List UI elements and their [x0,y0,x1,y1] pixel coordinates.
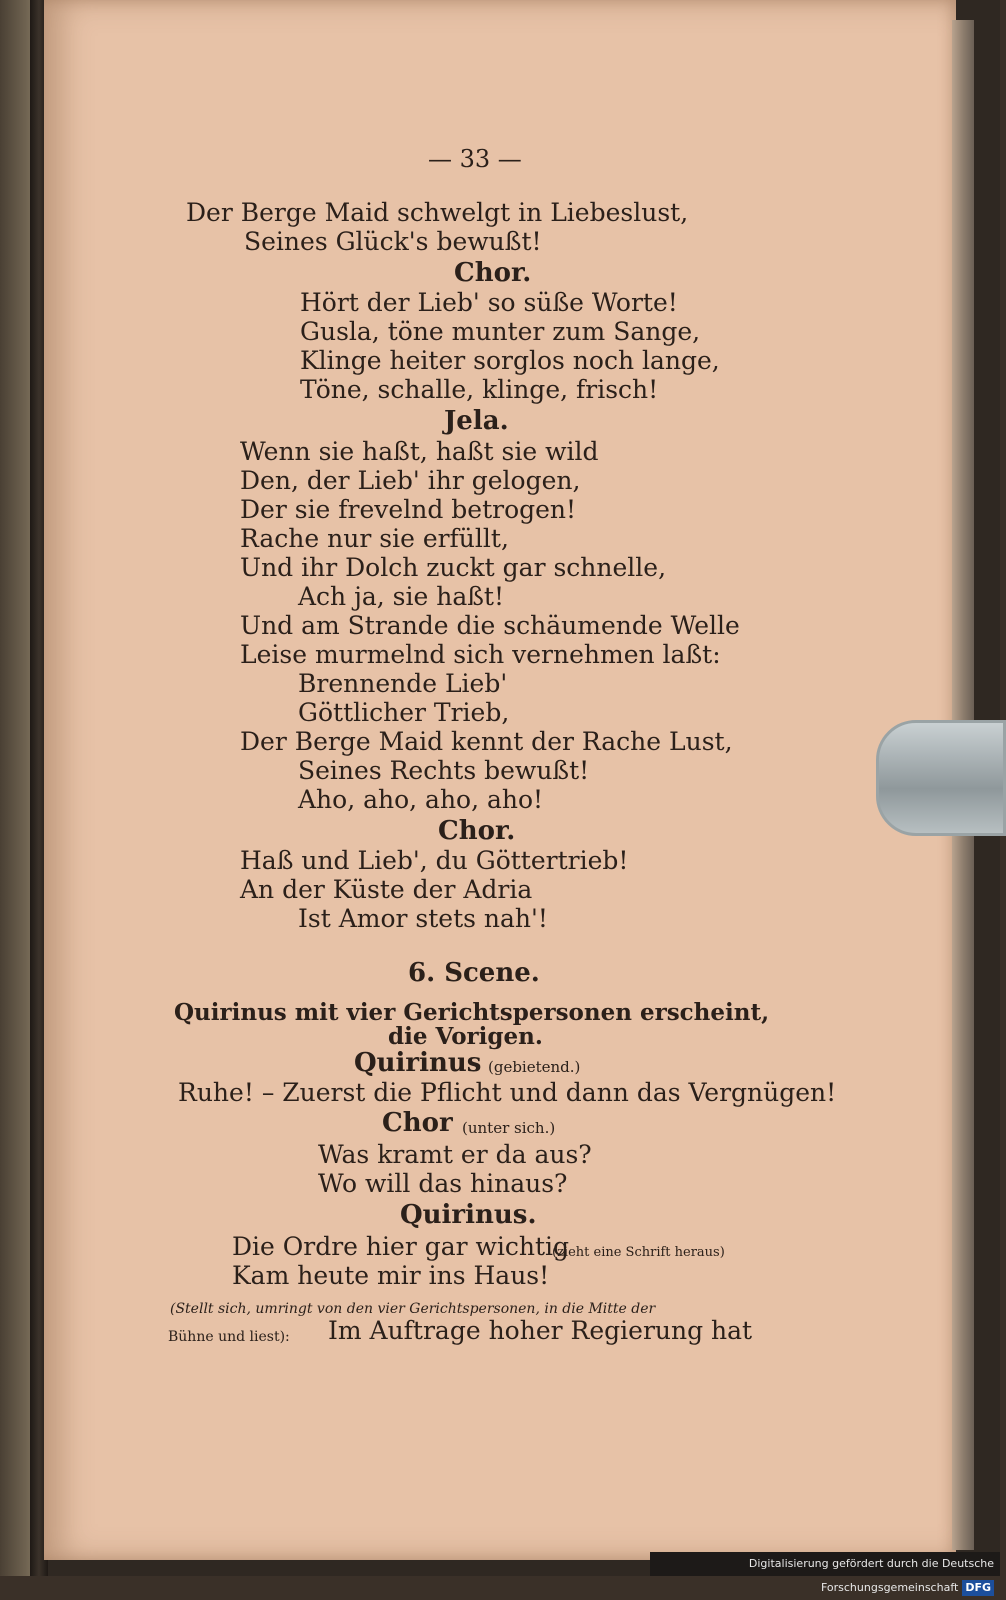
stage-direction: (Stellt sich, umringt von den vier Gerichtspersonen, in die Mitte der [170,1301,656,1317]
stage-direction-heading: Quirinus mit vier Gerichtspersonen erscheint, [174,999,770,1026]
stage-direction: (gebietend.) [488,1058,581,1076]
verse-line: Brennende Lieb' [298,669,508,698]
speaker-heading: Jela. [444,406,509,436]
book-page [44,0,956,1560]
speaker-heading: Chor. [454,258,532,288]
verse-line: Leise murmelnd sich vernehmen laßt: [240,640,721,669]
verse-line: Kam heute mir ins Haus! [232,1261,550,1290]
verse-line: Rache nur sie erfüllt, [240,524,509,553]
verse-line: Göttlicher Trieb, [298,698,510,727]
verse-line: Was kramt er da aus? [318,1140,592,1169]
verse-line: Im Auftrage hoher Regierung hat [328,1316,753,1345]
speaker-heading: Quirinus. [400,1200,537,1230]
verse-line: Aho, aho, aho, aho! [298,785,544,814]
stage-direction-heading: die Vorigen. [388,1023,543,1050]
verse-line: An der Küste der Adria [240,875,533,904]
verse-line: Und ihr Dolch zuckt gar schnelle, [240,553,667,582]
verse-line: Und am Strande die schäumende Welle [240,611,740,640]
page-number: — 33 — [428,145,522,173]
dfg-logo: DFG [962,1580,994,1596]
verse-line: Seines Glück's bewußt! [244,227,542,256]
verse-line: Wenn sie haßt, haßt sie wild [240,437,599,466]
verse-line: Haß und Lieb', du Göttertrieb! [240,846,629,875]
speaker-heading: Chor. [438,816,516,846]
verse-line: Ruhe! – Zuerst die Pflicht und dann das Vergnügen! [178,1078,837,1107]
stage-direction: Bühne und liest): [168,1329,290,1345]
verse-line: Der Berge Maid schwelgt in Liebeslust, [186,198,689,227]
verse-line: Den, der Lieb' ihr gelogen, [240,466,581,495]
metal-page-clip [876,720,1006,836]
footer-text: Digitalisierung gefördert durch die Deutsche Forschungsgemeinschaft [748,1557,994,1594]
verse-line: Die Ordre hier gar wichtig [232,1232,570,1261]
verse-line: Der Berge Maid kennt der Rache Lust, [240,727,733,756]
verse-line: Seines Rechts bewußt! [298,756,590,785]
verse-line: Der sie frevelnd betrogen! [240,495,577,524]
verse-line: Hört der Lieb' so süße Worte! [300,288,678,317]
speaker-heading: Chor [382,1108,453,1138]
verse-line: Wo will das hinaus? [318,1169,568,1198]
stage-direction: (zieht eine Schrift heraus) [552,1245,725,1260]
stage-direction: (unter sich.) [462,1119,556,1137]
scene-heading: 6. Scene. [408,958,540,988]
verse-line: Gusla, töne munter zum Sange, [300,317,701,346]
verse-line: Ist Amor stets nah'! [298,904,548,933]
verse-line: Ach ja, sie haßt! [298,582,505,611]
speaker-heading: Quirinus [354,1048,482,1078]
verse-line: Töne, schalle, klinge, frisch! [300,375,659,404]
verse-line: Klinge heiter sorglos noch lange, [300,346,720,375]
digitization-footer [650,1552,1000,1594]
